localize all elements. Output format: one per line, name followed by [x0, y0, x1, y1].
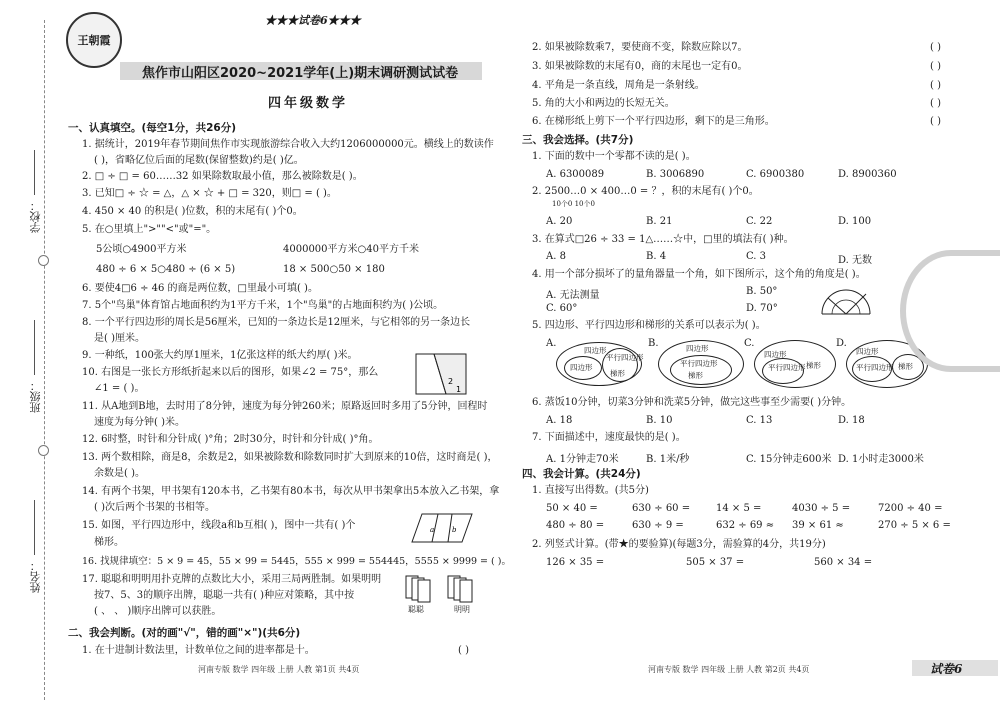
- section-2-heading: 二、我会判断。(对的画"√"，错的画"×")(共6分): [68, 627, 301, 639]
- choice-7-option-a[interactable]: A. 1分钟走70米: [546, 454, 619, 465]
- calc-1-item[interactable]: 7200 ÷ 40 =: [878, 503, 943, 514]
- svg-text:a: a: [430, 526, 435, 534]
- calc-1-item[interactable]: 270 ÷ 5 × 6 =: [878, 520, 951, 531]
- section-3-heading: 三、我会选择。(共7分): [522, 134, 634, 146]
- q5: 5. 在○里填上">""<"或"="。: [82, 224, 217, 235]
- binding-hole: [38, 255, 49, 266]
- choice-2-option-b[interactable]: B. 21: [646, 216, 673, 227]
- card-label-congcong: 聪聪: [408, 605, 424, 614]
- choice-4-option-b[interactable]: B. 50°: [746, 286, 778, 297]
- judge-1-answer[interactable]: ( ): [458, 645, 469, 656]
- q15-line-a[interactable]: 15. 如图，平行四边形中，线段a和b互相( )，图中一共有( )个: [82, 520, 356, 531]
- binding-hole: [38, 445, 49, 456]
- venn-d-para-label: 平行四边形: [856, 363, 894, 372]
- judge-1: 1. 在十进制计数法里，计数单位之间的进率都是十。: [82, 645, 315, 656]
- secret-seal: [900, 250, 1000, 372]
- choice-3-option-c[interactable]: C. 3: [746, 251, 767, 262]
- choice-6-option-a[interactable]: A. 18: [546, 415, 573, 426]
- protractor-figure: [818, 284, 874, 316]
- q4[interactable]: 4. 450 × 40 的积是( )位数，积的末尾有( )个0。: [82, 206, 303, 217]
- q17-line-b[interactable]: 按7、5、3的顺序出牌，聪聪一共有( )种应对策略，其中按: [94, 590, 355, 601]
- choice-7-option-d[interactable]: D. 1小时走3000米: [838, 454, 924, 465]
- choice-7-option-c[interactable]: C. 15分钟走600米: [746, 454, 832, 465]
- calc-1-item[interactable]: 50 × 40 =: [546, 503, 598, 514]
- svg-text:b: b: [452, 526, 457, 534]
- venn-a-trap-label: 梯形: [610, 369, 625, 378]
- choice-1: 1. 下面的数中一个零都不读的是( )。: [532, 151, 696, 162]
- choice-3-option-a[interactable]: A. 8: [546, 251, 566, 262]
- venn-a-quad-label: 四边形: [584, 346, 607, 355]
- venn-c-quad-label: 四边形: [764, 350, 787, 359]
- q14-line-a: 14. 有两个书架，甲书架有120本书，乙书架有80本书，每次从甲书架拿出5本放入乙书架，拿: [82, 486, 500, 497]
- binding-dashed-line: [44, 20, 45, 700]
- choice-5-option-c[interactable]: C.: [744, 338, 755, 349]
- judge-4-answer[interactable]: ( ): [930, 80, 941, 91]
- choice-5: 5. 四边形、平行四边形和梯形的关系可以表示为( )。: [532, 320, 766, 331]
- choice-4-option-c[interactable]: C. 60°: [546, 303, 578, 314]
- q7[interactable]: 7. 5个"鸟巢"体育馆占地面积约为1平方千米，1个"鸟巢"的占地面积约为( )公顷。: [82, 300, 444, 311]
- playing-cards-figure: [404, 574, 474, 604]
- q10-line-a: 10. 右图是一张长方形纸折起来以后的图形，如果∠2 = 75°，那么: [82, 367, 379, 378]
- venn-c-para-label: 平行四边形: [768, 363, 806, 372]
- q16[interactable]: 16. 找规律填空：5 × 9 = 45，55 × 99 = 5445，555 × 999 = 554445，5555 × 9999 = ( )。: [82, 556, 511, 567]
- choice-2-subscript: 10个0 10个0: [552, 200, 595, 208]
- judge-6-answer[interactable]: ( ): [930, 116, 941, 127]
- q11-line-b[interactable]: 速度为每分钟( )米。: [94, 417, 185, 428]
- class-line[interactable]: [34, 320, 35, 375]
- judge-5: 5. 角的大小和两边的长短无关。: [532, 98, 675, 109]
- q13-line-b[interactable]: 余数是( )。: [94, 468, 145, 479]
- class-label: 班级：: [29, 380, 42, 413]
- calc-1-item[interactable]: 480 ÷ 80 =: [546, 520, 605, 531]
- choice-7: 7. 下面描述中，速度最快的是( )。: [532, 432, 686, 443]
- venn-b-para-label: 平行四边形: [680, 359, 718, 368]
- q1-line-b[interactable]: ( )，省略亿位后面的尾数(保留整数)约是( )亿。: [94, 155, 304, 166]
- choice-2-option-d[interactable]: D. 100: [838, 216, 872, 227]
- q9[interactable]: 9. 一种纸，100张大约厚1厘米，1亿张这样的纸大约厚( )米。: [82, 350, 358, 361]
- choice-4-option-d[interactable]: D. 70°: [746, 303, 778, 314]
- q12[interactable]: 12. 6时整，时针和分针成( )°角；2时30分，时针和分针成( )°角。: [82, 434, 379, 445]
- q1-line-a: 1. 据统计，2019年春节期间焦作市实现旅游综合收入大约1206000000元。横线上的数读作: [82, 139, 494, 150]
- exam-tag: 试卷6: [930, 662, 963, 676]
- venn-c-trap-label: 梯形: [806, 361, 821, 370]
- name-line[interactable]: [34, 500, 35, 555]
- choice-3-option-d[interactable]: D. 无数: [838, 255, 873, 266]
- q14-line-b[interactable]: ( )次后两个书架的书相等。: [94, 502, 215, 513]
- choice-4-option-a[interactable]: A. 无法测量: [546, 290, 600, 301]
- choice-6-option-d[interactable]: D. 18: [838, 415, 865, 426]
- section-1-heading: 一、认真填空。(每空1分，共26分): [68, 122, 237, 134]
- calc-1-item[interactable]: 4030 ÷ 5 =: [792, 503, 851, 514]
- exam-subject: 四年级数学: [268, 96, 349, 111]
- calc-2-item[interactable]: 505 × 37 =: [686, 557, 745, 568]
- choice-1-option-a[interactable]: A. 6300089: [546, 169, 605, 180]
- q5-item-c[interactable]: 480 ÷ 6 × 5○480 ÷ (6 × 5): [96, 264, 236, 275]
- judge-5-answer[interactable]: ( ): [930, 98, 941, 109]
- judge-2-answer[interactable]: ( ): [930, 42, 941, 53]
- choice-3: 3. 在算式□26 ÷ 33 = 1△……☆中，□里的填法有( )种。: [532, 234, 794, 245]
- calc-1-item[interactable]: 632 ÷ 69 ≈: [716, 520, 775, 531]
- q5-item-b[interactable]: 4000000平方米○40平方千米: [283, 244, 419, 255]
- exam-badge: ★★★试卷6★★★: [265, 14, 361, 27]
- judge-6: 6. 在梯形纸上剪下一个平行四边形，剩下的是三角形。: [532, 116, 775, 127]
- school-label: 学校：: [29, 200, 42, 233]
- card-label-mingming: 明明: [454, 605, 470, 614]
- parallelogram-figure: [408, 510, 476, 546]
- choice-2-option-a[interactable]: A. 20: [546, 216, 573, 227]
- q5-item-d[interactable]: 18 × 500○50 × 180: [283, 264, 385, 275]
- q8-line-a: 8. 一个平行四边形的周长是56厘米，已知的一条边长是12厘米，与它相邻的另一条边长: [82, 317, 471, 328]
- q10-line-b[interactable]: ∠1 = ( )。: [94, 383, 145, 394]
- choice-2-option-c[interactable]: C. 22: [746, 216, 773, 227]
- calc-1-item[interactable]: 39 × 61 ≈: [792, 520, 844, 531]
- choice-3-option-b[interactable]: B. 4: [646, 251, 667, 262]
- q6[interactable]: 6. 要使4□6 ÷ 46 的商是两位数，□里最小可填( )。: [82, 283, 318, 294]
- venn-d-trap-label: 梯形: [898, 362, 913, 371]
- calc-1-item[interactable]: 630 ÷ 60 =: [632, 503, 691, 514]
- exam-title: 焦作市山阳区2020~2021学年(上)期末调研测试试卷: [142, 66, 459, 81]
- q13-line-a[interactable]: 13. 两个数相除，商是8，余数是2，如果被除数和除数同时扩大到原来的10倍，这时商是( )，: [82, 452, 498, 463]
- calc-2-item[interactable]: 126 × 35 =: [546, 557, 605, 568]
- judge-4: 4. 平角是一条直线，周角是一条射线。: [532, 80, 705, 91]
- school-line[interactable]: [34, 150, 35, 195]
- q2[interactable]: 2. □ ÷ □ = 60……32 如果除数取最小值，那么被除数是( )。: [82, 171, 363, 182]
- venn-b-trap-label: 梯形: [688, 371, 703, 380]
- choice-1-option-c[interactable]: C. 6900380: [746, 169, 805, 180]
- page-footer-right: 河南专版 数学 四年级 上册 人教 第2页 共4页: [648, 665, 810, 674]
- svg-text:2: 2: [448, 377, 454, 386]
- logo-text: 王朝霞: [77, 34, 111, 47]
- calc-2-heading: 2. 列竖式计算。(带★的要验算)(每题3分，需验算的4分，共19分): [532, 539, 826, 550]
- choice-1-option-b[interactable]: B. 3006890: [646, 169, 705, 180]
- choice-5-option-a[interactable]: A.: [546, 338, 557, 349]
- venn-a-quad-inner: 四边形: [570, 363, 593, 372]
- q17-line-c[interactable]: ( 、 、 )顺序出牌可以获胜。: [94, 606, 222, 617]
- q5-item-a[interactable]: 5公顷○4900平方米: [96, 244, 187, 255]
- choice-5-option-b[interactable]: B.: [648, 338, 659, 349]
- choice-7-option-b[interactable]: B. 1米/秒: [646, 454, 690, 465]
- folded-paper-figure: [412, 350, 470, 398]
- calc-1-item[interactable]: 630 ÷ 9 =: [632, 520, 684, 531]
- venn-d-quad-label: 四边形: [856, 347, 879, 356]
- choice-5-option-d[interactable]: D.: [836, 338, 847, 349]
- logo: [66, 12, 122, 68]
- q8-line-b[interactable]: 是( )厘米。: [94, 333, 145, 344]
- venn-b-quad-label: 四边形: [686, 344, 709, 353]
- choice-1-option-d[interactable]: D. 8900360: [838, 169, 897, 180]
- venn-a-para-label: 平行四边形: [606, 353, 644, 362]
- calc-1-heading: 1. 直接写出得数。(共5分): [532, 485, 649, 496]
- judge-2: 2. 如果被除数乘7，要使商不变，除数应除以7。: [532, 42, 748, 53]
- judge-3: 3. 如果被除数的末尾有0，商的末尾也一定有0。: [532, 61, 748, 72]
- svg-text:1: 1: [456, 385, 462, 394]
- choice-6: 6. 蒸饭10分钟，切菜3分钟和洗菜5分钟，做完这些事至少需要( )分钟。: [532, 397, 852, 408]
- q17-line-a: 17. 聪聪和明明用扑克牌的点数比大小，采用三局两胜制。如果明明: [82, 574, 382, 585]
- calc-1-item[interactable]: 14 × 5 =: [716, 503, 762, 514]
- calc-2-item[interactable]: 560 × 34 =: [814, 557, 873, 568]
- section-4-heading: 四、我会计算。(共24分): [522, 468, 641, 480]
- q11-line-a: 11. 从A地到B地，去时用了8分钟，速度为每分钟260米；原路返回时多用了5分钟，回程时: [82, 401, 488, 412]
- binding-strip: [0, 0, 58, 708]
- choice-4: 4. 用一个部分损坏了的量角器量一个角，如下图所示，这个角的角度是( )。: [532, 269, 866, 280]
- judge-3-answer[interactable]: ( ): [930, 61, 941, 72]
- q15-line-b: 梯形。: [94, 537, 124, 548]
- name-label: 姓名：: [29, 560, 42, 593]
- choice-2: 2. 2500…0 × 400…0 = ？，积的末尾有( )个0。: [532, 186, 759, 197]
- choice-6-option-b[interactable]: B. 10: [646, 415, 673, 426]
- q3[interactable]: 3. 已知□ ÷ ☆ = △，△ × ☆ + □ = 320，则□ = ( )。: [82, 188, 337, 199]
- choice-6-option-c[interactable]: C. 13: [746, 415, 773, 426]
- page-footer-left: 河南专版 数学 四年级 上册 人教 第1页 共4页: [198, 665, 360, 674]
